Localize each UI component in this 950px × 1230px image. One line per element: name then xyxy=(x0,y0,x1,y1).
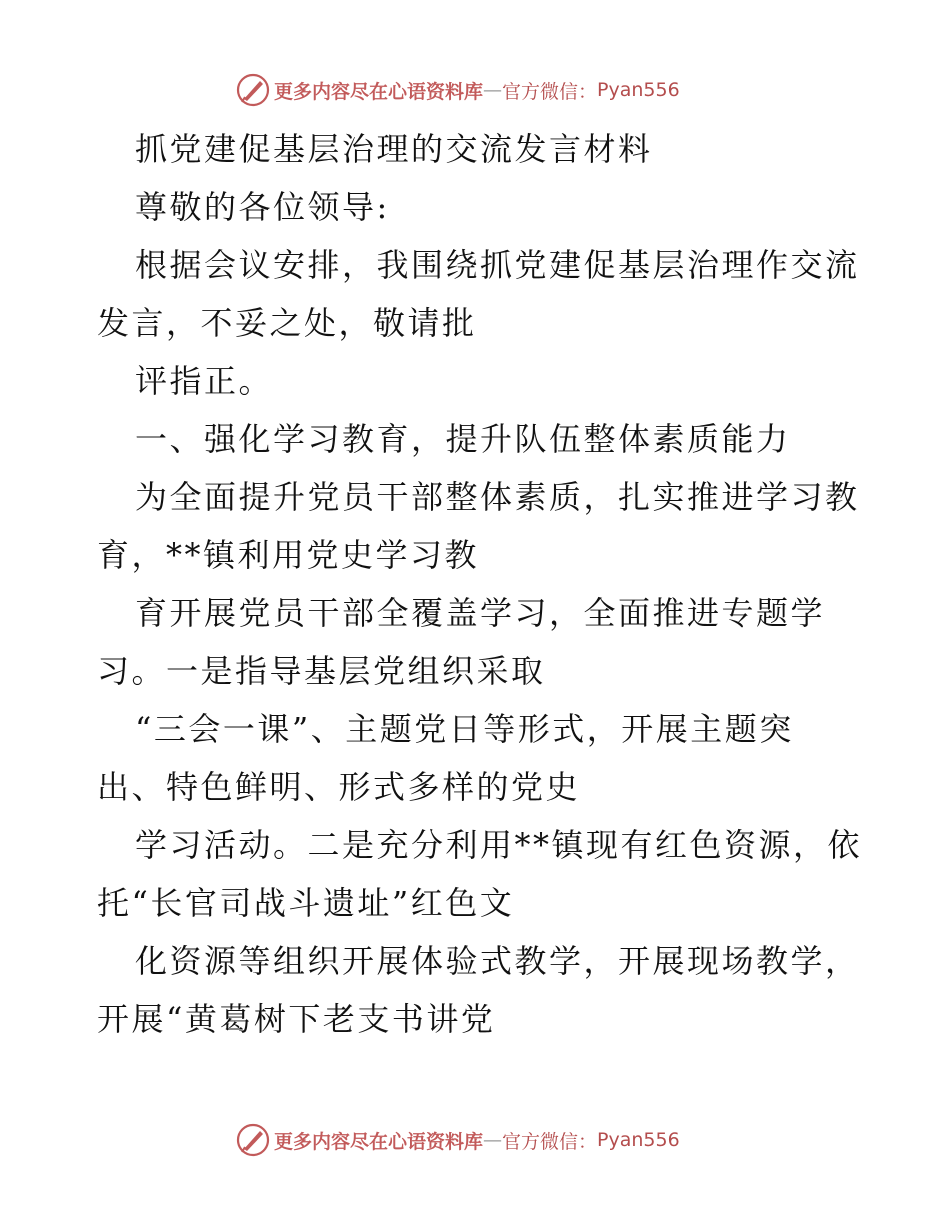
watermark-wechat-label: 官方微信： xyxy=(502,80,598,103)
salutation: 尊敬的各位领导: xyxy=(135,188,390,226)
section-heading: 一、强化学习教育，提升队伍整体素质能力 xyxy=(135,420,791,458)
text-line: 为全面提升党员干部整体素质，扎实推进学习教 xyxy=(135,478,860,516)
text-line: 学习活动。二是充分利用**镇现有红色资源，依 xyxy=(135,826,863,864)
text-line: 习。一是指导基层党组织采取 xyxy=(97,652,546,690)
watermark-header xyxy=(236,72,680,108)
text-line: 发言，不妥之处，敬请批 xyxy=(97,304,477,342)
watermark-main-text: 更多内容尽在心语资料库 xyxy=(274,1130,484,1153)
watermark-wechat-label: 官方微信： xyxy=(502,1130,598,1153)
text-line: 开展“黄葛树下老支书讲党 xyxy=(97,1000,496,1038)
text-line: 育开展党员干部全覆盖学习，全面推进专题学 xyxy=(135,594,826,632)
quill-pen-logo-icon xyxy=(236,1123,270,1157)
quill-pen-logo-icon xyxy=(236,73,270,107)
text-line: 评指正。 xyxy=(135,362,274,400)
watermark-dash: — xyxy=(483,79,503,101)
watermark-footer xyxy=(236,1122,680,1158)
text-line: 托“长官司战斗遗址”红色文 xyxy=(97,884,515,922)
text-line: “三会一课”、主题党日等形式，开展主题突 xyxy=(135,710,794,748)
text-line: 根据会议安排，我围绕抓党建促基层治理作交流 xyxy=(135,246,860,284)
text-line: 化资源等组织开展体验式教学，开展现场教学， xyxy=(135,942,860,980)
watermark-main-text: 更多内容尽在心语资料库 xyxy=(274,80,484,103)
text-line: 出、特色鲜明、形式多样的党史 xyxy=(97,768,581,806)
document-title: 抓党建促基层治理的交流发言材料 xyxy=(135,130,653,168)
watermark-dash: — xyxy=(483,1129,503,1151)
watermark-wechat-id: Pyan556 xyxy=(597,1129,680,1151)
watermark-wechat-id: Pyan556 xyxy=(597,79,680,101)
text-line: 育，**镇利用党史学习教 xyxy=(97,536,480,574)
